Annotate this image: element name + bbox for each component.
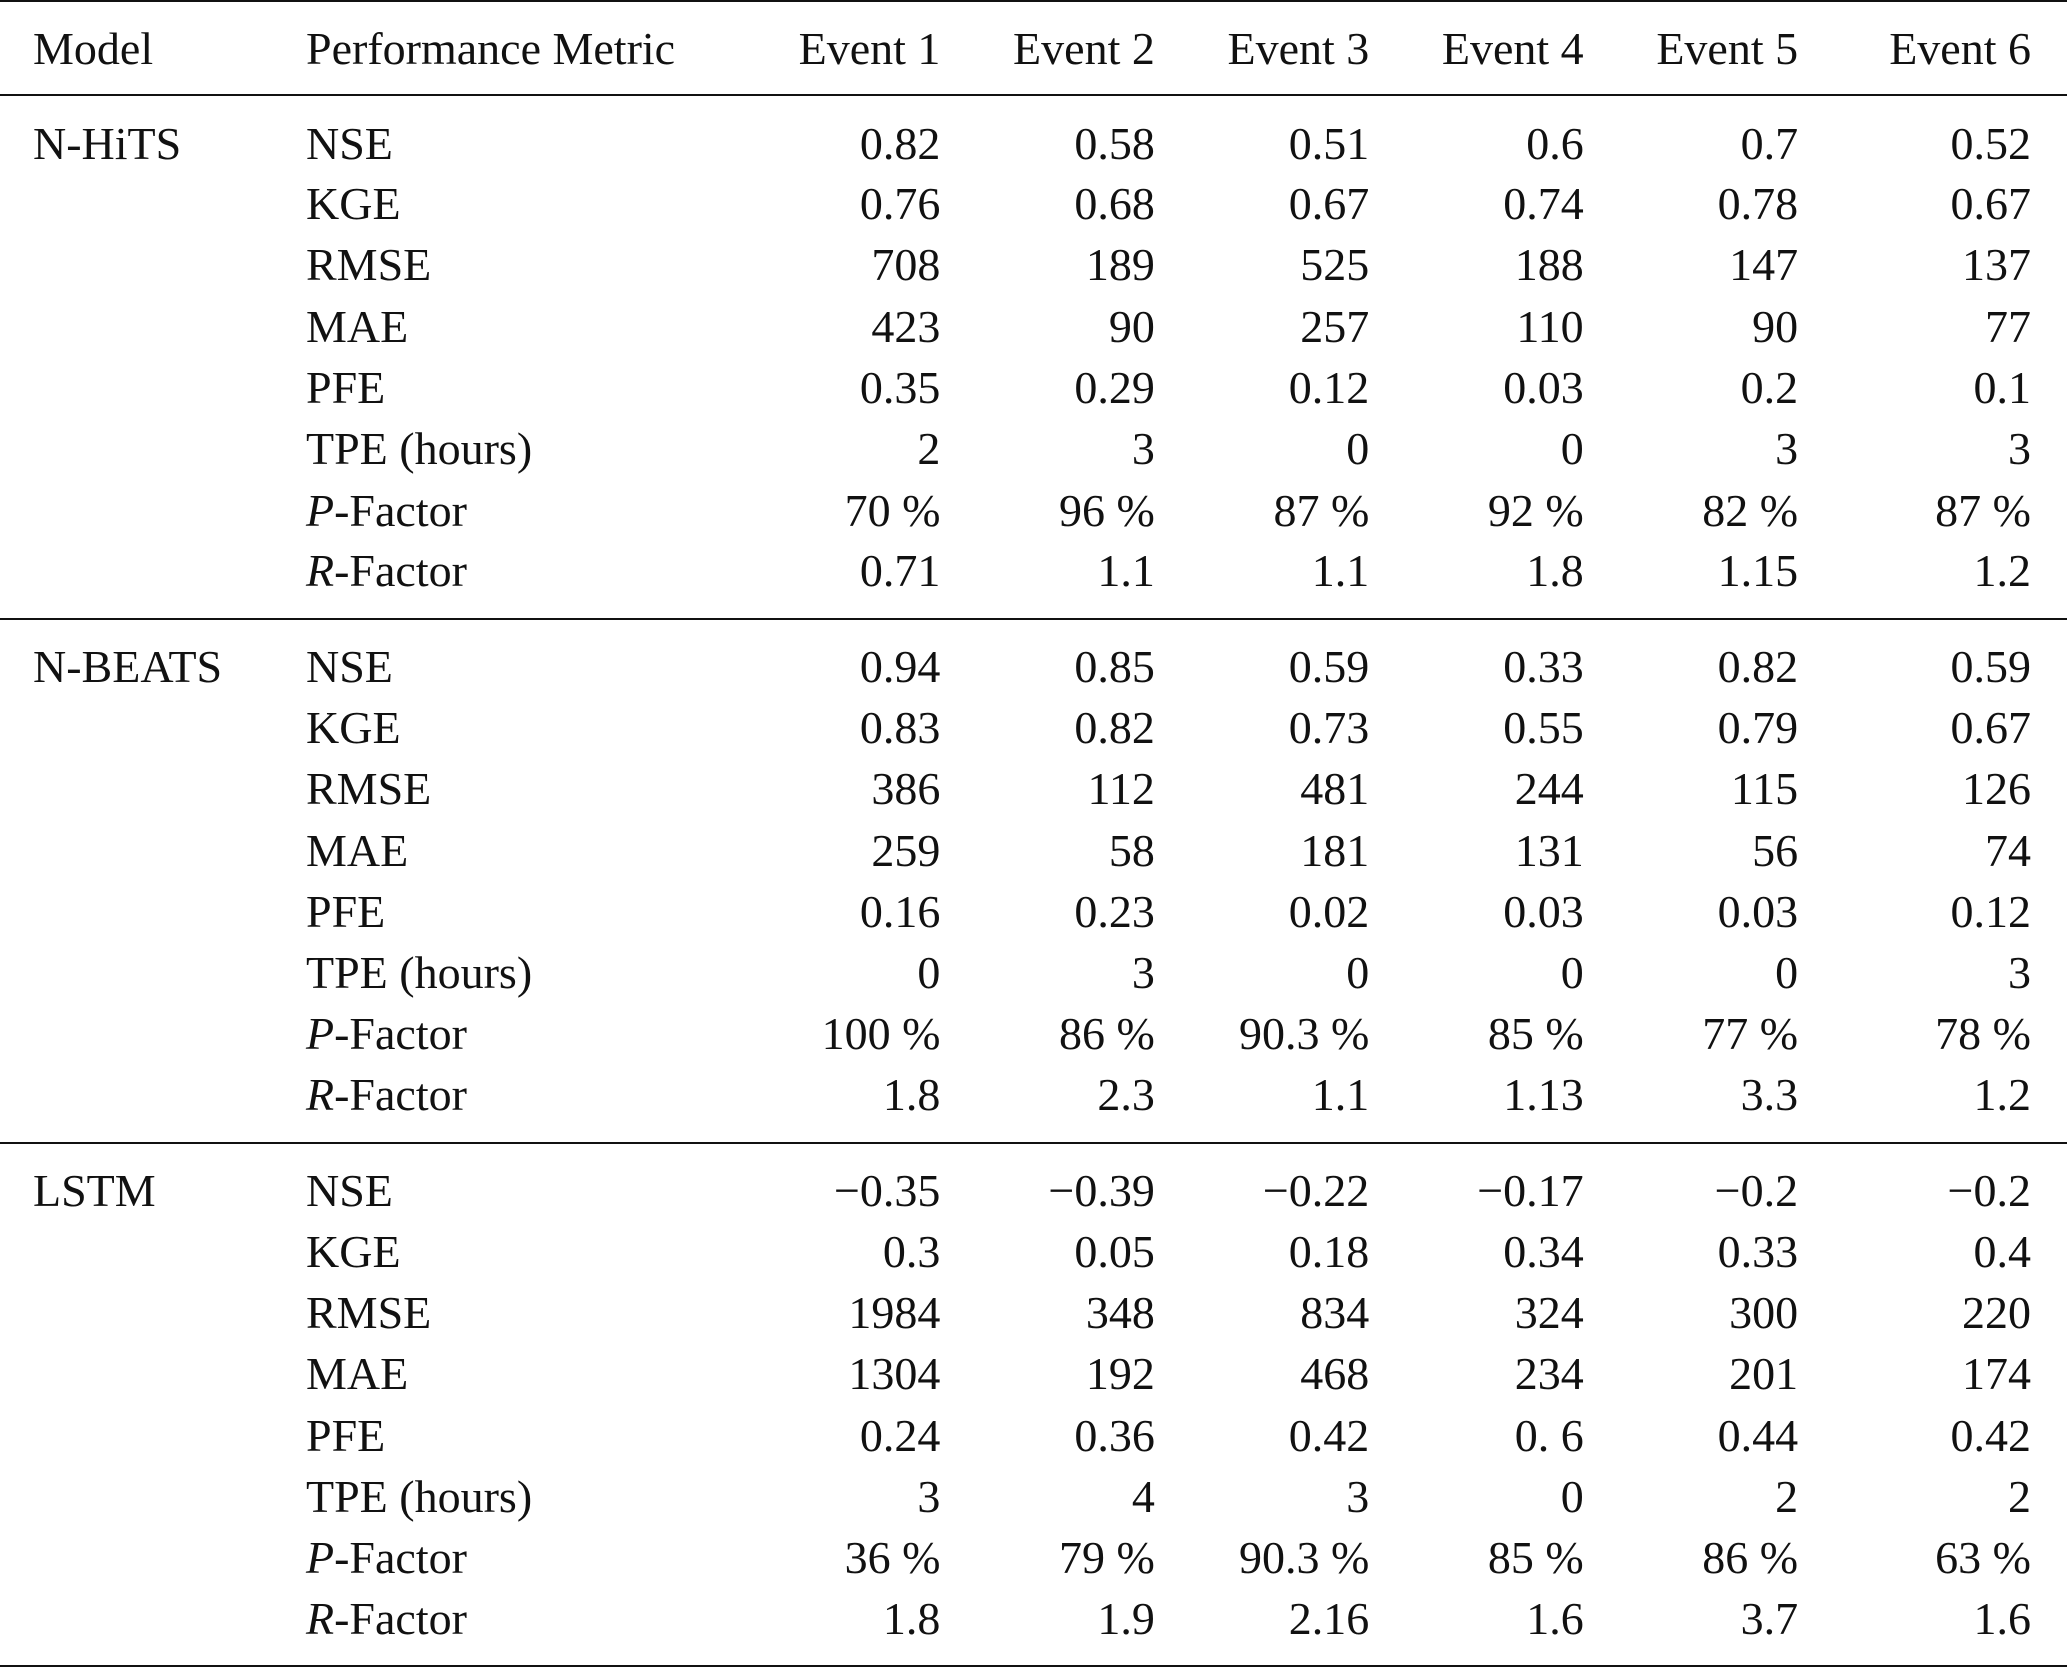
value-event-3: 0 <box>1346 947 1370 999</box>
value-event-4: 1.6 <box>1526 1592 1584 1644</box>
metric-name <box>273 296 726 357</box>
value-event-3: 0.67 <box>1288 178 1370 230</box>
value-event-2: 3 <box>1131 947 1155 999</box>
model-name <box>0 173 273 234</box>
metric-name <box>273 418 726 479</box>
value-event-2: 0.05 <box>1074 1225 1155 1277</box>
value-event-6: 2 <box>2008 1470 2031 1522</box>
value-event-3: 0 <box>1346 423 1370 475</box>
metric-name <box>273 1065 726 1143</box>
header-model: Model <box>0 1 273 95</box>
metric-label: -Factor <box>334 1008 467 1060</box>
table-row <box>0 234 2067 295</box>
metric-name <box>273 1527 726 1588</box>
value-event-1: 423 <box>871 300 941 352</box>
model-name <box>0 758 273 819</box>
value-event-1: 70 % <box>844 484 941 536</box>
value-event-5: 56 <box>1752 824 1799 876</box>
model-name <box>0 1003 273 1064</box>
table-header <box>0 1 2067 95</box>
metric-label: TPE (hours) <box>306 423 533 475</box>
value-event-6: 87 % <box>1935 484 2031 536</box>
value-event-6: 0.67 <box>1950 701 2031 753</box>
metric-label: NSE <box>306 1165 393 1217</box>
metric-label: MAE <box>306 1348 409 1400</box>
value-event-1: 386 <box>871 763 941 815</box>
value-event-6: 74 <box>1985 824 2031 876</box>
value-event-5: 77 % <box>1702 1008 1799 1060</box>
header-event-2: Event 2 <box>940 1 1154 95</box>
value-event-4: 0.74 <box>1503 178 1584 230</box>
model-name <box>0 819 273 880</box>
value-event-3: 90.3 % <box>1238 1008 1370 1060</box>
value-event-4: 0.03 <box>1503 885 1584 937</box>
value-event-5: 0.82 <box>1584 619 1798 697</box>
model-name <box>0 881 273 942</box>
value-event-1: 3 <box>917 1470 941 1522</box>
metric-name <box>273 942 726 1003</box>
table-row <box>0 1003 2067 1064</box>
value-event-4: 0.55 <box>1503 701 1584 753</box>
value-event-1: 708 <box>871 239 941 291</box>
metric-name <box>273 1343 726 1404</box>
metric-label: KGE <box>306 178 401 230</box>
value-event-4: 0 <box>1560 423 1584 475</box>
model-name: LSTM <box>0 1143 273 1221</box>
header-event-3: Event 3 <box>1155 1 1369 95</box>
value-event-5: 115 <box>1730 763 1799 815</box>
metric-label: KGE <box>306 1225 401 1277</box>
model-name <box>0 1221 273 1282</box>
value-event-3: 0.51 <box>1288 117 1370 169</box>
value-event-2: 0.36 <box>1074 1409 1155 1461</box>
value-event-4: 110 <box>1516 300 1584 352</box>
value-event-6: 0.42 <box>1950 1409 2031 1461</box>
table-row <box>0 881 2067 942</box>
model-name <box>0 1588 273 1666</box>
value-event-1: 0 <box>917 947 941 999</box>
value-event-2: 348 <box>1085 1287 1155 1338</box>
value-event-5: 0.44 <box>1717 1409 1799 1461</box>
model-group <box>0 1143 2067 1667</box>
value-event-3: 468 <box>1300 1348 1370 1400</box>
value-event-5: 0 <box>1775 947 1799 999</box>
value-event-4: 0. 6 <box>1514 1409 1584 1461</box>
model-name <box>0 234 273 295</box>
value-event-3: 834 <box>1300 1287 1370 1338</box>
table-row <box>0 418 2067 479</box>
value-event-4: −0.17 <box>1369 1143 1583 1221</box>
value-event-4: 0 <box>1560 947 1584 999</box>
metric-name <box>273 357 726 418</box>
value-event-1: 1.8 <box>882 1069 941 1121</box>
value-event-2: 2.3 <box>1097 1069 1155 1121</box>
table-row <box>0 1065 2067 1143</box>
value-event-2: 189 <box>1085 239 1155 291</box>
value-event-3: 87 % <box>1273 484 1370 536</box>
header-row <box>0 1 2067 95</box>
model-name <box>0 697 273 758</box>
value-event-5: 3 <box>1775 423 1799 475</box>
value-event-6: 0.67 <box>1950 178 2031 230</box>
value-event-1: −0.35 <box>726 1143 940 1221</box>
value-event-3: 181 <box>1300 824 1370 876</box>
metric-label: -Factor <box>334 1592 467 1644</box>
value-event-3: 3 <box>1346 1470 1370 1522</box>
value-event-1: 100 % <box>821 1008 941 1060</box>
value-event-3: 0.18 <box>1288 1225 1370 1277</box>
value-event-4: 85 % <box>1487 1532 1584 1584</box>
value-event-3: 0.59 <box>1155 619 1369 697</box>
metric-name <box>273 1282 726 1343</box>
value-event-1: 0.35 <box>859 362 941 414</box>
value-event-2: 4 <box>1131 1470 1155 1522</box>
metric-label: TPE (hours) <box>306 1470 533 1522</box>
metric-name <box>273 234 726 295</box>
value-event-4: 131 <box>1514 824 1584 876</box>
metric-name <box>273 173 726 234</box>
model-name <box>0 1065 273 1143</box>
metric-name <box>273 1221 726 1282</box>
metric-name <box>273 758 726 819</box>
value-event-5: −0.2 <box>1584 1143 1798 1221</box>
value-event-1: 0.76 <box>859 178 941 230</box>
model-name <box>0 1466 273 1527</box>
value-event-6: 0.4 <box>1973 1225 2031 1277</box>
table-row <box>0 1282 2067 1343</box>
value-event-6: 126 <box>1962 763 2031 815</box>
value-event-5: 0.03 <box>1717 885 1799 937</box>
value-event-6: 3 <box>2008 423 2031 475</box>
value-event-2: 1.1 <box>1097 545 1155 597</box>
metric-name <box>273 1143 726 1221</box>
value-event-4: 0 <box>1560 1470 1584 1522</box>
model-name <box>0 1527 273 1588</box>
metric-label: -Factor <box>334 484 467 536</box>
metric-symbol: R <box>306 1592 335 1644</box>
value-event-5: 147 <box>1729 239 1799 291</box>
value-event-6: 1.2 <box>1973 1069 2031 1121</box>
value-event-3: 0.42 <box>1288 1409 1370 1461</box>
value-event-3: 1.1 <box>1311 1069 1370 1121</box>
value-event-2: 3 <box>1131 423 1155 475</box>
value-event-6: 137 <box>1962 239 2031 291</box>
model-name: N-HiTS <box>33 117 182 169</box>
value-event-4: 234 <box>1514 1348 1584 1400</box>
metric-symbol: P <box>306 1532 335 1584</box>
header-metric: Performance Metric <box>273 1 726 95</box>
model-name <box>0 942 273 1003</box>
value-event-2: 1.9 <box>1097 1592 1155 1644</box>
metric-label: NSE <box>306 641 393 693</box>
value-event-3: 481 <box>1300 763 1370 815</box>
value-event-1: 0.3 <box>882 1225 941 1277</box>
model-name <box>0 418 273 479</box>
value-event-3: 90.3 % <box>1238 1532 1370 1584</box>
value-event-4: 92 % <box>1487 484 1584 536</box>
table-row <box>0 296 2067 357</box>
value-event-3: 0.73 <box>1288 701 1370 753</box>
model-name <box>0 1404 273 1465</box>
table-row <box>0 1143 2067 1221</box>
value-event-1: 259 <box>871 824 941 876</box>
value-event-2: 0.82 <box>1074 701 1155 753</box>
value-event-4: 0.03 <box>1503 362 1584 414</box>
value-event-5: 0.7 <box>1740 117 1799 169</box>
value-event-1: 0.82 <box>859 117 941 169</box>
value-event-6: 0.12 <box>1950 885 2031 937</box>
metric-label: RMSE <box>306 239 432 291</box>
metric-name <box>273 1466 726 1527</box>
value-event-6: 78 % <box>1935 1008 2031 1060</box>
value-event-3: 257 <box>1300 300 1370 352</box>
value-event-6: −0.2 <box>1798 1143 2067 1221</box>
value-event-5: 201 <box>1729 1348 1799 1400</box>
value-event-5: 3.3 <box>1740 1069 1799 1121</box>
table-row <box>0 819 2067 880</box>
value-event-4: 1.8 <box>1526 545 1584 597</box>
value-event-5: 0.33 <box>1717 1225 1799 1277</box>
value-event-1: 1984 <box>848 1287 941 1338</box>
value-event-6: 1.2 <box>1973 545 2031 597</box>
metric-label: RMSE <box>306 1287 432 1338</box>
metric-label: MAE <box>306 300 409 352</box>
value-event-2: 58 <box>1108 824 1155 876</box>
value-event-2: 90 <box>1108 300 1155 352</box>
value-event-2: 0.29 <box>1074 362 1155 414</box>
metric-name <box>273 881 726 942</box>
value-event-1: 0.16 <box>859 885 941 937</box>
metric-name <box>273 479 726 540</box>
value-event-2: 0.85 <box>940 619 1154 697</box>
value-event-2: 86 % <box>1059 1008 1155 1060</box>
table-row <box>0 758 2067 819</box>
model-name <box>0 1343 273 1404</box>
model-name <box>0 479 273 540</box>
value-event-2: 0.68 <box>1074 178 1155 230</box>
value-event-3: 0.12 <box>1288 362 1370 414</box>
value-event-2: 96 % <box>1059 484 1155 536</box>
metric-name <box>273 1003 726 1064</box>
metric-label: TPE (hours) <box>306 947 533 999</box>
value-event-4: 0.6 <box>1526 117 1584 169</box>
table-row <box>0 1404 2067 1465</box>
model-name <box>0 357 273 418</box>
metric-name <box>273 1404 726 1465</box>
value-event-1: 2 <box>917 423 941 475</box>
value-event-3: −0.22 <box>1155 1143 1369 1221</box>
metric-name <box>273 1588 726 1666</box>
table-row <box>0 619 2067 697</box>
table-row <box>0 1588 2067 1666</box>
metric-label: -Factor <box>334 545 467 597</box>
value-event-6: 3 <box>2008 947 2031 999</box>
value-event-2: 79 % <box>1059 1532 1155 1584</box>
metric-name <box>273 697 726 758</box>
table-row <box>0 357 2067 418</box>
metric-name <box>273 819 726 880</box>
table-row <box>0 95 2067 173</box>
model-name: N-BEATS <box>0 619 273 697</box>
metric-label: NSE <box>306 117 393 169</box>
table-row <box>0 942 2067 1003</box>
metric-name <box>273 541 726 619</box>
metric-label: PFE <box>306 362 386 414</box>
value-event-5: 82 % <box>1702 484 1799 536</box>
value-event-3: 525 <box>1300 239 1370 291</box>
value-event-5: 0.79 <box>1717 701 1799 753</box>
value-event-3: 0.02 <box>1288 885 1370 937</box>
value-event-5: 2 <box>1775 1470 1799 1522</box>
value-event-5: 90 <box>1752 300 1799 352</box>
value-event-4: 0.33 <box>1369 619 1583 697</box>
metric-label: KGE <box>306 701 401 753</box>
metric-symbol: R <box>306 1069 335 1121</box>
value-event-2: 112 <box>1087 763 1155 815</box>
header-event-1: Event 1 <box>726 1 940 95</box>
table-row <box>0 697 2067 758</box>
table-row <box>0 1343 2067 1404</box>
value-event-5: 300 <box>1729 1287 1799 1338</box>
metric-symbol: R <box>306 545 335 597</box>
value-event-4: 85 % <box>1487 1008 1584 1060</box>
metric-symbol: P <box>306 484 335 536</box>
value-event-1: 0.71 <box>859 545 941 597</box>
value-event-4: 1.13 <box>1503 1069 1584 1121</box>
value-event-4: 188 <box>1514 239 1584 291</box>
value-event-1: 1.8 <box>882 1592 941 1644</box>
value-event-6: 0.52 <box>1950 117 2031 169</box>
value-event-5: 3.7 <box>1740 1592 1799 1644</box>
value-event-6: 77 <box>1985 300 2031 352</box>
value-event-6: 0.1 <box>1973 362 2031 414</box>
table-row <box>0 173 2067 234</box>
value-event-6: 63 % <box>1935 1532 2031 1584</box>
model-name <box>0 541 273 619</box>
value-event-3: 2.16 <box>1288 1592 1370 1644</box>
value-event-6: 220 <box>1962 1287 2031 1338</box>
metric-name <box>273 619 726 697</box>
table-row <box>0 541 2067 619</box>
value-event-1: 0.94 <box>726 619 940 697</box>
value-event-1: 0.83 <box>859 701 941 753</box>
table-row <box>0 1527 2067 1588</box>
value-event-1: 36 % <box>844 1532 941 1584</box>
value-event-5: 1.15 <box>1717 545 1799 597</box>
value-event-6: 174 <box>1962 1348 2031 1400</box>
value-event-6: 0.59 <box>1798 619 2067 697</box>
value-event-5: 86 % <box>1702 1532 1799 1584</box>
value-event-1: 0.24 <box>859 1409 941 1461</box>
metric-label: PFE <box>306 885 386 937</box>
model-group <box>0 95 2067 619</box>
value-event-2: −0.39 <box>940 1143 1154 1221</box>
header-event-5: Event 5 <box>1584 1 1798 95</box>
metric-label: PFE <box>306 1409 386 1461</box>
value-event-1: 1304 <box>848 1348 941 1400</box>
table-row <box>0 1221 2067 1282</box>
model-group <box>0 619 2067 1143</box>
model-name <box>0 296 273 357</box>
value-event-4: 0.34 <box>1503 1225 1584 1277</box>
metric-label: -Factor <box>334 1069 467 1121</box>
value-event-5: 0.78 <box>1717 178 1799 230</box>
metric-label: RMSE <box>306 763 432 815</box>
value-event-4: 324 <box>1514 1287 1584 1338</box>
value-event-2: 0.23 <box>1074 885 1155 937</box>
value-event-2: 0.58 <box>1074 117 1155 169</box>
metric-label: MAE <box>306 824 409 876</box>
metric-symbol: P <box>306 1008 335 1060</box>
metric-label: -Factor <box>334 1532 467 1584</box>
metric-name <box>273 95 726 173</box>
value-event-2: 192 <box>1085 1348 1155 1400</box>
value-event-4: 244 <box>1514 763 1584 815</box>
value-event-6: 1.6 <box>1973 1592 2031 1644</box>
model-name <box>0 1282 273 1343</box>
table-row <box>0 479 2067 540</box>
table-row <box>0 1466 2067 1527</box>
header-event-6: Event 6 <box>1798 1 2067 95</box>
value-event-3: 1.1 <box>1311 545 1370 597</box>
value-event-5: 0.2 <box>1740 362 1799 414</box>
header-event-4: Event 4 <box>1369 1 1583 95</box>
